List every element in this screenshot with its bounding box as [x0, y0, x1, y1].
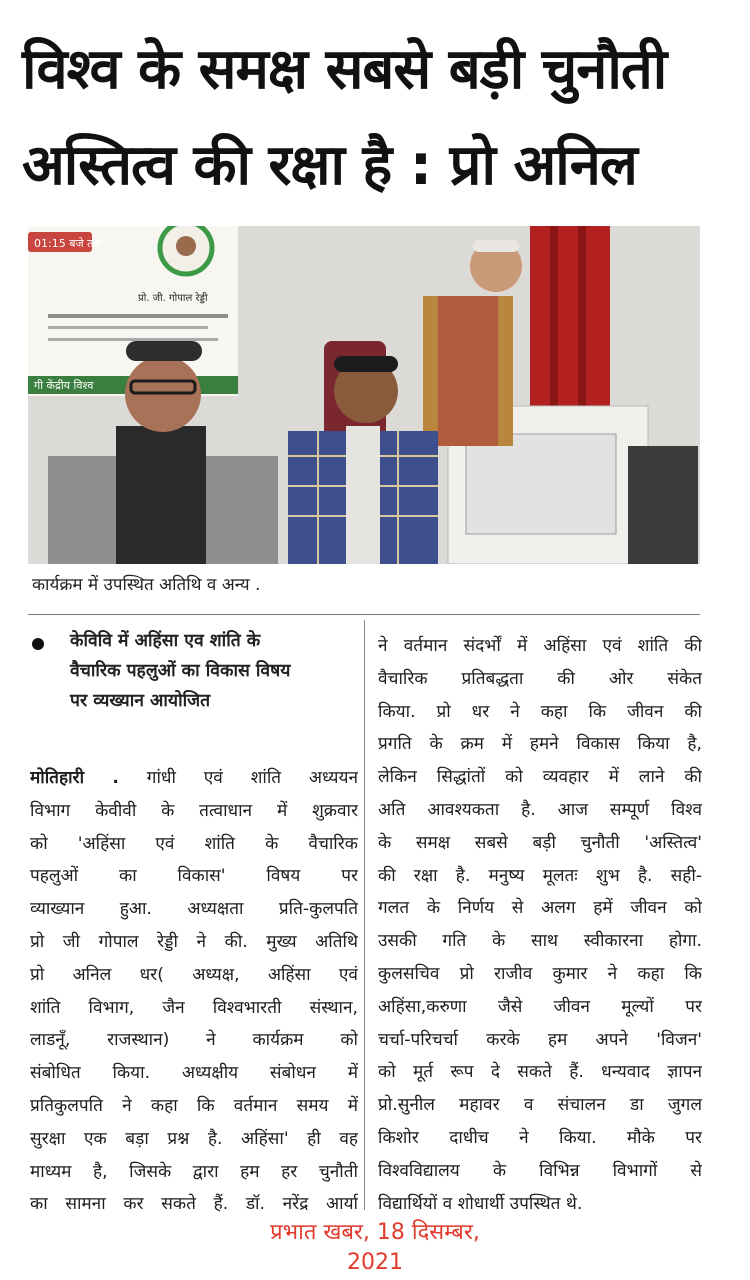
article-line: गलत के निर्णय से अलग हमें जीवन को [378, 898, 702, 919]
article-line: शांति विभाग, जैन विश्वभारती संस्थान, [30, 997, 358, 1018]
article-line: प्रगति के क्रम में हमने विकास किया है, [378, 734, 702, 755]
photo-caption: कार्यक्रम में उपस्थित अतिथि व अन्य . [32, 575, 261, 595]
banner-text-line [48, 338, 218, 341]
banner-text-line [48, 326, 208, 329]
article-line: को मूर्त रूप दे सकते हैं. धन्यवाद ज्ञापन [378, 1062, 702, 1083]
article-line: को 'अहिंसा एवं शांति के वैचारिक [30, 833, 358, 854]
article-line: अति आवश्यकता है. आज सम्पूर्ण विश्व [378, 799, 702, 820]
article-column-left [30, 762, 358, 1221]
left-man-hair [126, 341, 202, 361]
highlight-line: वैचारिक पहलुओं का विकास विषय [70, 661, 291, 681]
banner-name-text: प्रो. जी. गोपाल रेड्डी [138, 293, 208, 304]
highlight-line: केविवि में अहिंसा एव शांति के [70, 631, 261, 651]
article-line: प्रो.सुनील महावर व संचालन डा जुगल [378, 1095, 702, 1116]
article-line: ने वर्तमान संदर्भों में अहिंसा एवं शांति की [378, 636, 702, 656]
right-screen [628, 446, 698, 564]
article-line: वैचारिक प्रतिबद्धता की ओर संकेत [378, 668, 702, 689]
article-line: के समक्ष सबसे बड़ी चुनौती 'अस्तित्व' [378, 832, 702, 853]
banner-portrait-face [176, 236, 196, 256]
man-hair [334, 356, 398, 372]
source-credit-line-2: 2021 [347, 1250, 403, 1275]
event-photo-illustration [28, 226, 700, 564]
article-line: लाडनूँ, राजस्थान) ने कार्यक्रम को [30, 1030, 358, 1051]
highlight-text [70, 626, 350, 716]
article-line: चर्चा-परिचर्चा करके हम अपने 'विजन' [378, 1029, 702, 1050]
article-line: लेकिन सिद्धांतों को व्यवहार में लाने की [378, 767, 702, 788]
article-line: अहिंसा,करुणा जैसे जीवन मूल्यों पर [378, 996, 702, 1017]
article-line: विद्यार्थियों व शोधार्थी उपस्थित थे. [378, 1193, 583, 1214]
headline-line-2: अस्तित्व की रक्षा है : प्रो अनिल [22, 133, 637, 198]
man-shirt [346, 426, 380, 564]
headline [22, 22, 732, 214]
speaker-hair [473, 240, 519, 252]
horizontal-rule [28, 614, 700, 615]
event-photo [28, 226, 700, 564]
article-line: विभाग केवीवी के तत्वाधान में शुक्रवार [30, 800, 358, 821]
banner-text-line [48, 314, 228, 318]
headline-line-1: विश्व के समक्ष सबसे बड़ी चुनौती [22, 37, 667, 102]
highlight-line: पर व्यख्यान आयोजित [70, 691, 211, 711]
article-line: व्याख्यान हुआ. अध्यक्षता प्रति-कुलपति [30, 899, 358, 920]
highlight-box [30, 626, 350, 716]
article-line: कुलसचिव प्रो राजीव कुमार ने कहा कि [378, 963, 702, 984]
article-line-text: गांधी एवं शांति अध्ययन [146, 768, 358, 788]
article-line: का सामना कर सकते हैं. डॉ. नरेंद्र आर्या [30, 1194, 358, 1215]
podium-monitor [466, 434, 616, 534]
banner-bottom-text: गी केंद्रीय विश्व [34, 379, 94, 392]
bullet-icon [32, 638, 44, 650]
left-man-scarf [116, 426, 206, 564]
column-divider [364, 620, 365, 1210]
article-line: सुरक्षा एक बड़ा प्रश्न है. अहिंसा' ही वह [30, 1128, 358, 1149]
article-line: उसकी गति के साथ स्वीकारना होगा. [378, 931, 702, 952]
dateline: मोतिहारी . [30, 768, 119, 788]
article-line: की रक्षा है. मनुष्य मूलतः शुभ है. सही- [378, 865, 702, 886]
article-line: किशोर दाधीच ने किया. मौके पर [378, 1127, 702, 1148]
article-line [30, 762, 358, 795]
article-line: किया. प्रो धर ने कहा कि जीवन की [378, 701, 702, 722]
speaker-shirt [438, 296, 498, 446]
article-line: प्रतिकुलपति ने कहा कि वर्तमान समय में [30, 1095, 358, 1116]
banner-time-text: 01:15 बजे तक [34, 237, 102, 250]
article-line: संबोधित किया. अध्यक्षीय संबोधन में [30, 1063, 358, 1084]
article-line: विश्वविद्यालय के विभिन्न विभागों से [378, 1160, 702, 1181]
article-line: प्रो अनिल धर( अध्यक्ष, अहिंसा एवं [30, 964, 358, 985]
article-line: प्रो जी गोपाल रेड्डी ने की. मुख्य अतिथि [30, 931, 358, 952]
article-line: पहलुओं का विकास' विषय पर [30, 866, 358, 887]
source-credit-line-1: प्रभात खबर, 18 दिसम्बर, [270, 1220, 480, 1245]
article-column-right [378, 630, 702, 1220]
article-line: माध्यम है, जिसके द्वारा हम हर चुनौती [30, 1161, 358, 1182]
